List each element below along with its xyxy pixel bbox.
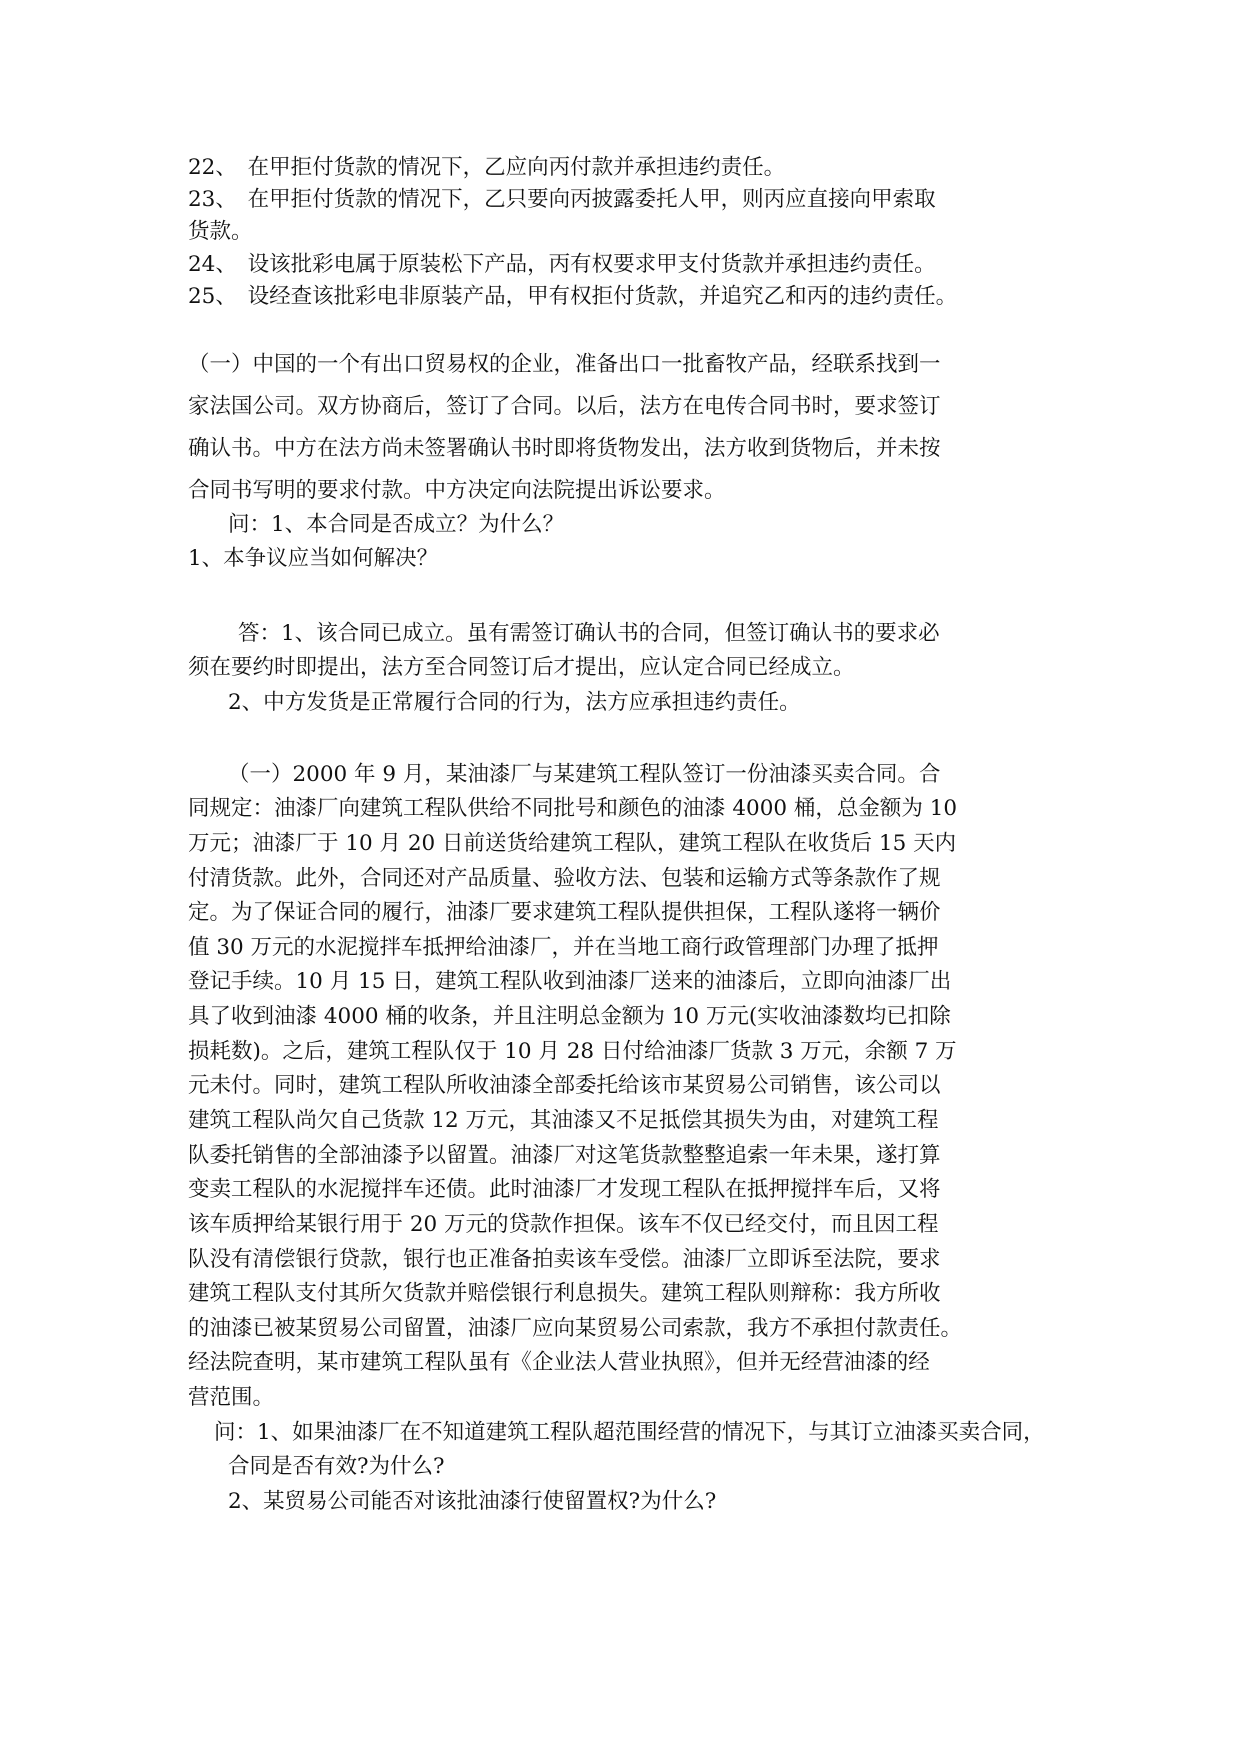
case-two-question: 2、某贸易公司能否对该批油漆行使留置权?为什么? [228,1489,717,1514]
case-one-answer-line: 答：1、该合同已成立。虽有需签订确认书的合同，但签订确认书的要求必 [238,621,940,646]
case-two-paragraph-line: 同规定：油漆厂向建筑工程队供给不同批号和颜色的油漆 4000 桶，总金额为 10 [188,796,958,821]
case-two-paragraph-line: 的油漆已被某贸易公司留置，油漆厂应向某贸易公司索款，我方不承担付款责任。 [188,1316,963,1341]
case-two-paragraph-line: 变卖工程队的水泥搅拌车还债。此时油漆厂才发现工程队在抵押搅拌车后，又将 [188,1177,941,1202]
case-one-question: 问：1、本合同是否成立？为什么？ [228,512,565,537]
case-two-paragraph-line: 队没有清偿银行贷款，银行也正准备拍卖该车受偿。油漆厂立即诉至法院，要求 [188,1247,941,1272]
case-one-question: 1、本争议应当如何解决？ [188,546,439,571]
case-two-paragraph-line: （一）2000 年 9 月，某油漆厂与某建筑工程队签订一份油漆买卖合同。合 [228,762,941,787]
case-two-paragraph-line: 营范围。 [188,1385,275,1410]
case-two-paragraph-line: 经法院查明，某市建筑工程队虽有《企业法人营业执照》，但并无经营油漆的经 [188,1350,930,1375]
case-two-paragraph-line: 队委托销售的全部油漆予以留置。油漆厂对这笔货款整整追索一年未果，遂打算 [188,1143,941,1168]
case-two-paragraph-line: 该车质押给某银行用于 20 万元的贷款作担保。该车不仅已经交付，而且因工程 [188,1212,939,1237]
case-one-paragraph-line: （一）中国的一个有出口贸易权的企业，准备出口一批畜牧产品，经联系找到一 [188,352,941,377]
list-item: 22、 在甲拒付货款的情况下，乙应向丙付款并承担违约责任。 [188,155,786,180]
case-one-paragraph-line: 家法国公司。双方协商后，签订了合同。以后，法方在电传合同书时，要求签订 [188,394,941,419]
list-item: 货款。 [188,219,253,244]
case-two-question: 问：1、如果油漆厂在不知道建筑工程队超范围经营的情况下，与其订立油漆买卖合同， [214,1420,1045,1445]
case-two-paragraph-line: 损耗数)。之后，建筑工程队仅于 10 月 28 日付给油漆厂货款 3 万元，余额 7 万 [188,1039,957,1064]
case-two-paragraph-line: 付清货款。此外，合同还对产品质量、验收方法、包装和运输方式等条款作了规 [188,866,941,891]
case-two-question: 合同是否有效?为什么? [228,1454,445,1479]
case-two-paragraph-line: 建筑工程队尚欠自己货款 12 万元，其油漆又不足抵偿其损失为由，对建筑工程 [188,1108,939,1133]
case-two-paragraph-line: 登记手续。10 月 15 日，建筑工程队收到油漆厂送来的油漆后，立即向油漆厂出 [188,969,952,994]
list-item: 24、 设该批彩电属于原装松下产品，丙有权要求甲支付货款并承担违约责任。 [188,252,936,277]
case-two-paragraph-line: 元未付。同时，建筑工程队所收油漆全部委托给该市某贸易公司销售，该公司以 [188,1073,941,1098]
case-two-paragraph-line: 值 30 万元的水泥搅拌车抵押给油漆厂，并在当地工商行政管理部门办理了抵押 [188,935,939,960]
case-two-paragraph-line: 建筑工程队支付其所欠货款并赔偿银行利息损失。建筑工程队则辩称：我方所收 [188,1281,941,1306]
list-item: 23、 在甲拒付货款的情况下，乙只要向丙披露委托人甲，则丙应直接向甲索取 [188,187,936,212]
case-two-paragraph-line: 万元；油漆厂于 10 月 20 日前送货给建筑工程队，建筑工程队在收货后 15 天内 [188,831,957,856]
case-two-paragraph-line: 具了收到油漆 4000 桶的收条，并且注明总金额为 10 万元(实收油漆数均已扣除 [188,1004,951,1029]
case-one-paragraph-line: 确认书。中方在法方尚未签署确认书时即将货物发出，法方收到货物后，并未按 [188,436,941,461]
list-item: 25、 设经查该批彩电非原装产品，甲有权拒付货款，并追究乙和丙的违约责任。 [188,284,958,309]
case-two-paragraph-line: 定。为了保证合同的履行，油漆厂要求建筑工程队提供担保，工程队遂将一辆价 [188,900,941,925]
case-one-paragraph-line: 合同书写明的要求付款。中方决定向法院提出诉讼要求。 [188,478,726,503]
case-one-answer-line: 2、中方发货是正常履行合同的行为，法方应承担违约责任。 [228,690,801,715]
case-one-answer-line: 须在要约时即提出，法方至合同签订后才提出，应认定合同已经成立。 [188,655,855,680]
